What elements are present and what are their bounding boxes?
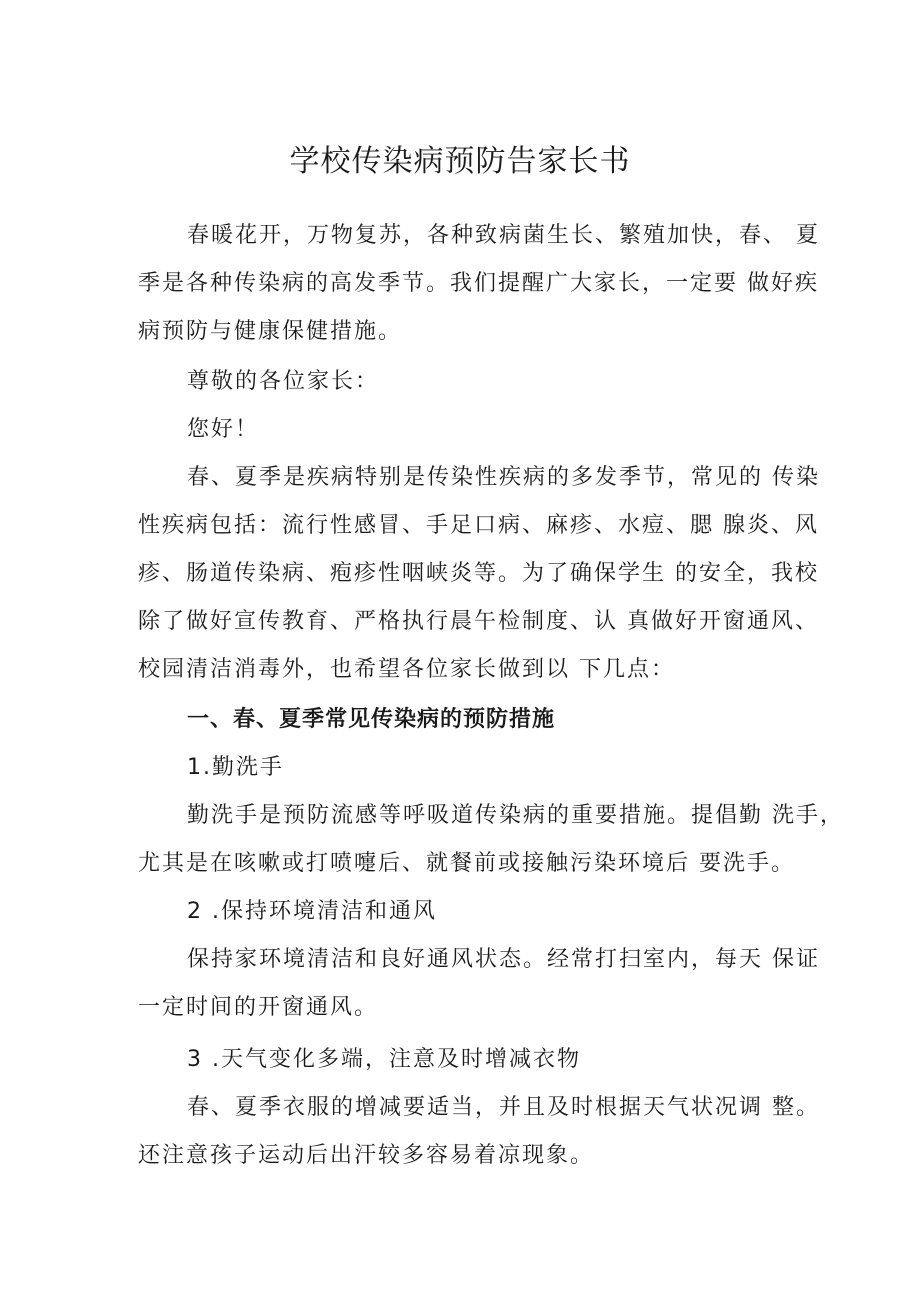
item3-title: 3 .天气变化多端，注意及时增减衣物 [187,1047,581,1072]
item3-line-2: 还注意孩子运动后出汗较多容易着凉现象。 [138,1143,595,1168]
intro-line-2: 季是各种传染病的高发季节。我们提醒广大家长，一定要 做好疾 [138,271,819,296]
body-line-3: 疹、肠道传染病、疱疹性咽峡炎等。为了确保学生 的安全，我校 [138,561,819,586]
intro-line-3: 病预防与健康保健措施。 [138,319,403,344]
body-line-4: 除了做好宣传教育、严格执行晨午检制度、认 真做好开窗通风、 [138,609,819,634]
document-title: 学校传染病预防告家长书 [289,144,631,179]
item2-line-2: 一定时间的开窗通风。 [138,995,379,1020]
body-line-1: 春、夏季是疾病特别是传染性疾病的多发季节，常见的 传染 [187,465,820,490]
body-line-5: 校园清洁消毒外，也希望各位家长做到以 下几点： [138,657,675,682]
item1-line-1: 勤洗手是预防流感等呼吸道传染病的重要措施。提倡勤 洗手， [187,803,844,828]
item3-line-1: 春、夏季衣服的增减要适当，并且及时根据天气状况调 整。 [187,1095,820,1120]
intro-line-1: 春暖花开，万物复苏，各种致病菌生长、繁殖加快，春、 夏 [187,223,820,248]
greeting: 您好！ [187,417,260,442]
salutation: 尊敬的各位家长： [187,369,380,394]
item2-line-1: 保持家环境清洁和良好通风状态。经常打扫室内，每天 保证 [187,947,820,972]
body-line-2: 性疾病包括：流行性感冒、手足口病、麻疹、水痘、腮 腺炎、风 [138,513,819,538]
section-heading: 一、春、夏季常见传染病的预防措施 [187,707,556,732]
item1-line-2: 尤其是在咳嗽或打喷嚏后、就餐前或接触污染环境后 要洗手。 [138,851,795,876]
item2-title: 2 .保持环境清洁和通风 [187,899,437,924]
item1-title: 1.勤洗手 [187,755,284,780]
